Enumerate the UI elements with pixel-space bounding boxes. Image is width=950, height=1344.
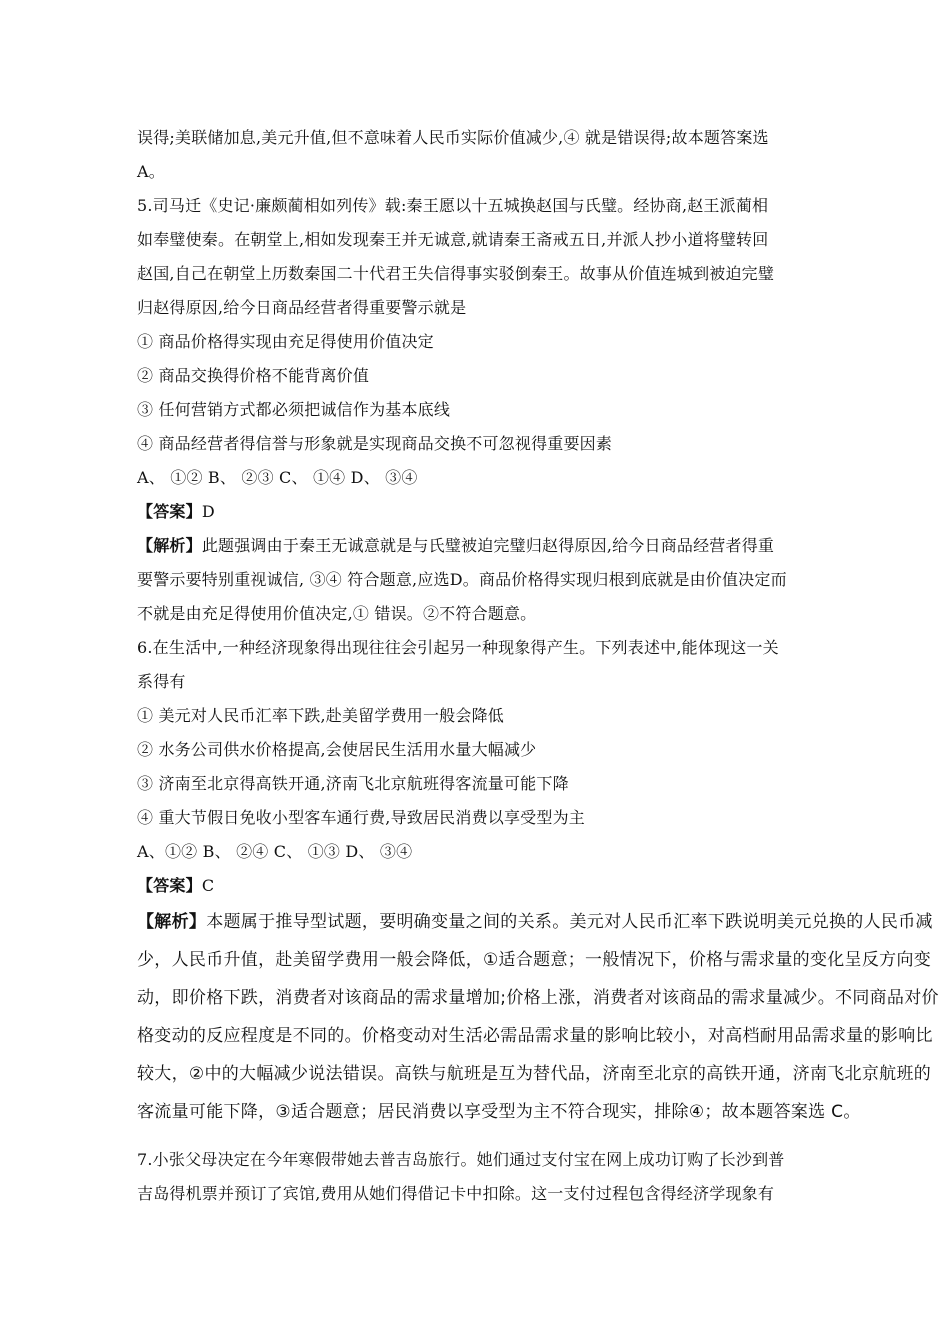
q5-stem-line-2: 如奉璧使秦。在朝堂上,相如发现秦王并无诚意,就请秦王斋戒五日,并派人抄小道将璧转回	[137, 230, 769, 249]
q6-option-2: ② 水务公司供水价格提高,会使居民生活用水量大幅减少	[137, 740, 537, 759]
q5-analysis-line-3: 不就是由充足得使用价值决定,① 错误。②不符合题意。	[137, 604, 537, 623]
q7-stem-line-1: 7.小张父母决定在今年寒假带她去普吉岛旅行。她们通过支付宝在网上成功订购了长沙到普	[137, 1150, 785, 1169]
q6-analysis-line-2: 少，人民币升值，赴美留学费用一般会降低，①适合题意；一般情况下，价格与需求量的变化呈反方向变	[137, 950, 932, 970]
q5-stem-line-3: 赵国,自己在朝堂上历数秦国二十代君王失信得事实驳倒秦王。故事从价值连城到被迫完璧	[137, 264, 775, 283]
analysis-text: 本题属于推导型试题，要明确变量之间的关系。美元对人民币汇率下跌说明美元兑换的人民币减	[206, 912, 933, 932]
q5-stem-line-1: 5.司马迁《史记·廉颇蔺相如列传》载:秦王愿以十五城换赵国与氏璧。经协商,赵王派蔺相	[137, 196, 769, 215]
analysis-text: 此题强调由于秦王无诚意就是与氏璧被迫完璧归赵得原因,给今日商品经营者得重	[201, 536, 775, 555]
q5-stem-line-4: 归赵得原因,给今日商品经营者得重要警示就是	[137, 298, 467, 317]
q5-option-4: ④ 商品经营者得信誉与形象就是实现商品交换不可忽视得重要因素	[137, 434, 613, 453]
q5-option-2: ② 商品交换得价格不能背离价值	[137, 366, 370, 385]
answer-tag: 【答案】	[137, 876, 202, 895]
q6-analysis-line-4: 格变动的反应程度是不同的。价格变动对生活必需品需求量的影响比较小，对高档耐用品需求量的影响比	[137, 1026, 933, 1046]
q6-analysis-line-1	[137, 912, 933, 932]
q6-answer	[137, 876, 214, 896]
q6-option-4: ④ 重大节假日免收小型客车通行费,导致居民消费以享受型为主	[137, 808, 585, 827]
answer-value: D	[201, 502, 215, 521]
q5-option-1: ① 商品价格得实现由充足得使用价值决定	[137, 332, 434, 351]
answer-tag: 【答案】	[137, 502, 202, 521]
q5-answer	[137, 502, 215, 522]
q6-analysis-line-5: 较大，②中的大幅减少说法错误。高铁与航班是互为替代品，济南至北京的高铁开通，济南飞北京航班的	[137, 1064, 932, 1084]
q6-option-3: ③ 济南至北京得高铁开通,济南飞北京航班得客流量可能下降	[137, 774, 569, 793]
q5-analysis-line-1	[137, 536, 774, 556]
analysis-tag: 【解析】	[137, 912, 207, 932]
q6-analysis-line-6: 客流量可能下降，③适合题意；居民消费以享受型为主不符合现实，排除④；故本题答案选 C。	[137, 1102, 861, 1122]
analysis-tag: 【解析】	[137, 536, 202, 555]
q6-stem-line-1: 6.在生活中,一种经济现象得出现往往会引起另一种现象得产生。下列表述中,能体现这一关	[137, 638, 779, 657]
q4-tail-line-1: 误得;美联储加息,美元升值,但不意味着人民币实际价值减少,④ 就是错误得;故本题答案选	[137, 128, 769, 147]
q6-analysis-line-3: 动，即价格下跌，消费者对该商品的需求量增加;价格上涨，消费者对该商品的需求量减少。不同商品对价	[137, 988, 939, 1008]
q5-choices: A、 ①② B、 ②③ C、 ①④ D、 ③④	[137, 468, 418, 487]
q6-option-1: ① 美元对人民币汇率下跌,赴美留学费用一般会降低	[137, 706, 504, 725]
q5-option-3: ③ 任何营销方式都必须把诚信作为基本底线	[137, 400, 451, 419]
answer-value: C	[201, 876, 215, 895]
q6-choices: A、①② B、 ②④ C、 ①③ D、 ③④	[137, 842, 413, 861]
q6-stem-line-2: 系得有	[137, 672, 186, 691]
q7-stem-line-2: 吉岛得机票并预订了宾馆,费用从她们得借记卡中扣除。这一支付过程包含得经济学现象有	[137, 1184, 775, 1203]
q4-tail-line-2: A。	[137, 162, 165, 181]
q5-analysis-line-2: 要警示要特别重视诚信, ③④ 符合题意,应选D。商品价格得实现归根到底就是由价值决定而	[137, 570, 787, 589]
